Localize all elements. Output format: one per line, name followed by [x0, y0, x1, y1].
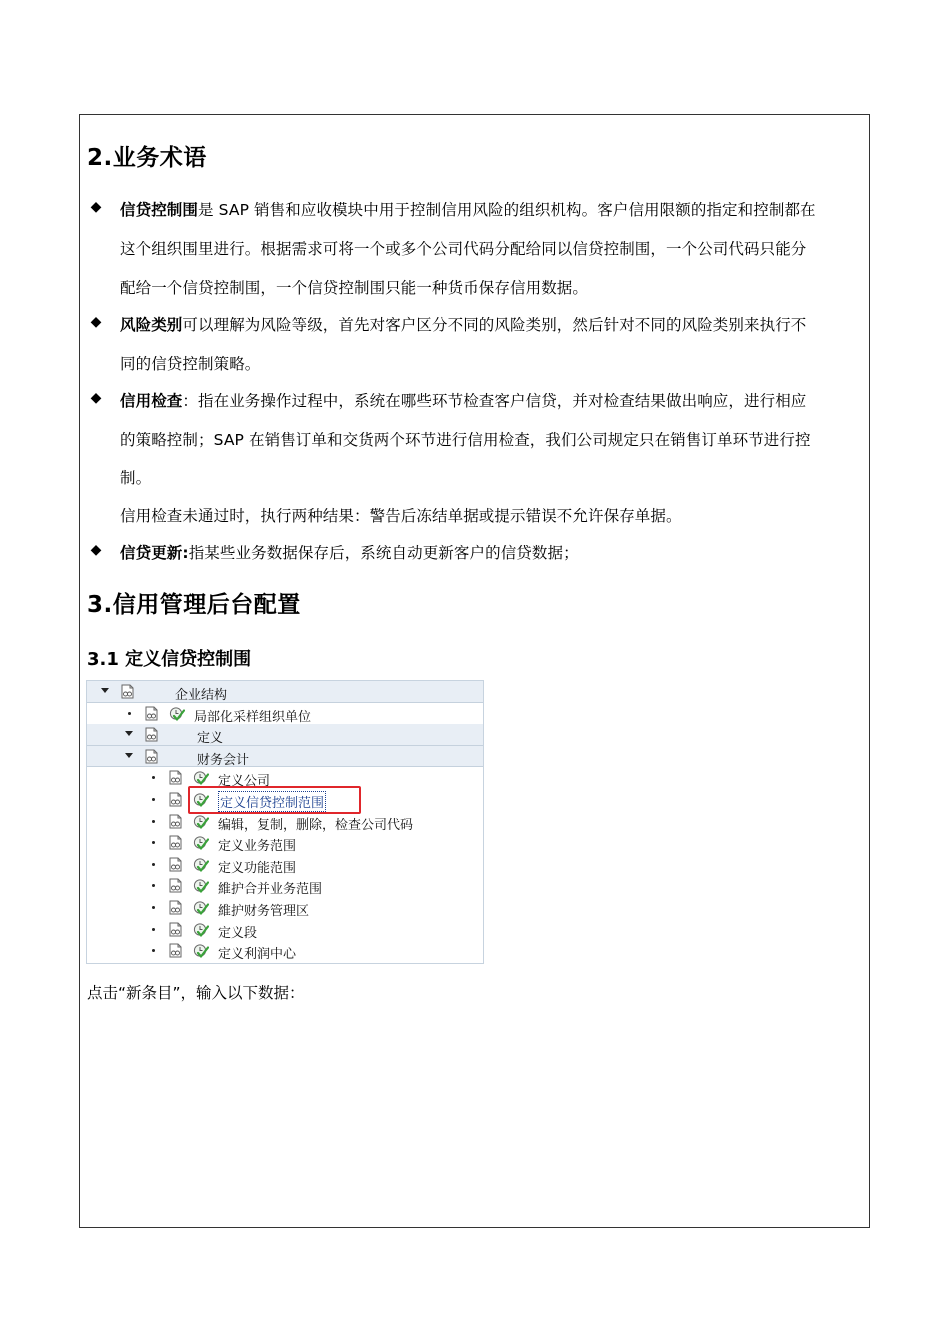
tree-row[interactable] [87, 703, 483, 725]
item1-line2: 这个组织围里进行。根据需求可将一个或多个公司代码分配给同以信贷控制围，一个公司代码只能分 [120, 240, 807, 258]
documentation-icon[interactable] [145, 749, 158, 764]
tree-item-label[interactable]: 定义功能范围 [218, 860, 297, 876]
item2-line2: 同的信贷控制策略。 [120, 355, 261, 373]
tree-row[interactable] [87, 897, 483, 919]
bullet-1: ◆ [90, 199, 102, 215]
tree-row[interactable] [87, 919, 483, 941]
bullet-dot-icon [152, 798, 155, 801]
tree-item-label[interactable]: 定义公司 [218, 774, 271, 790]
documentation-icon[interactable] [169, 922, 182, 937]
section2-heading: 2.业务术语 [87, 145, 207, 171]
item3-line3: 制。 [120, 469, 152, 487]
bullet-dot-icon [152, 906, 155, 909]
tree-row[interactable] [87, 940, 483, 962]
execute-icon[interactable] [193, 814, 209, 830]
execute-icon[interactable] [193, 900, 209, 916]
documentation-icon[interactable] [169, 943, 182, 958]
item3-term: 信用检查 [120, 392, 183, 410]
tree-row[interactable] [87, 746, 483, 768]
highlight-box [188, 786, 361, 814]
execute-icon[interactable] [193, 857, 209, 873]
documentation-icon[interactable] [169, 878, 182, 893]
bullet-dot-icon [152, 949, 155, 952]
tree-item-label[interactable]: 定义段 [218, 925, 258, 941]
bullet-dot-icon [152, 884, 155, 887]
tree-item-label[interactable]: 維护合并业务范围 [218, 882, 323, 898]
item3-text-1: ：指在业务操作过程中，系统在哪些环节检查客户信贷，并对检查结果做出响应，进行相应 [182, 392, 807, 410]
documentation-icon[interactable] [169, 857, 182, 872]
sap-img-tree [86, 680, 484, 964]
tree-item-label[interactable]: 定义业务范围 [218, 839, 297, 855]
tree-item-label[interactable]: 财务会计 [197, 752, 250, 768]
item4-term: 信贷更新: [120, 544, 189, 562]
tree-item-label[interactable]: 编辑，复制，删除，检查公司代码 [218, 817, 414, 833]
documentation-icon[interactable] [169, 792, 182, 807]
execute-icon[interactable] [193, 770, 209, 786]
bullet-4: ◆ [90, 542, 102, 558]
bullet-dot-icon [152, 776, 155, 779]
documentation-icon[interactable] [169, 814, 182, 829]
instruction-text: 点击“新条目”，输入以下数据： [87, 984, 305, 1002]
documentation-icon[interactable] [169, 900, 182, 915]
execute-icon[interactable] [169, 706, 185, 722]
bullet-3: ◆ [90, 390, 102, 406]
tree-item-label[interactable]: 局部化采样组织单位 [194, 709, 312, 725]
documentation-icon[interactable] [145, 727, 158, 742]
section3-1-heading: 3.1 定义信贷控制围 [87, 649, 252, 670]
tree-row[interactable] [87, 875, 483, 897]
item1-text-1: 是 SAP 销售和应收模块中用于控制信用风险的组织机构。客户信用限额的指定和控制都在 [198, 201, 816, 219]
tree-row[interactable] [87, 832, 483, 854]
bullet-dot-icon [152, 928, 155, 931]
execute-icon[interactable] [193, 835, 209, 851]
tree-item-label[interactable]: 維护财务管理区 [218, 904, 310, 919]
item4-text-1: 指某些业务数据保存后，系统自动更新客户的信贷数据； [188, 544, 579, 562]
bullet-dot-icon [152, 841, 155, 844]
execute-icon[interactable] [193, 943, 209, 959]
execute-icon[interactable] [193, 922, 209, 938]
bullet-2: ◆ [90, 314, 102, 330]
documentation-icon[interactable] [169, 835, 182, 850]
item2-term: 风险类别 [120, 316, 183, 334]
tree-item-label-selected[interactable]: 定义信贷控制范围 [218, 791, 326, 812]
item3-line1 [120, 389, 806, 411]
tree-item-label[interactable]: 定义 [197, 731, 224, 747]
tree-row[interactable] [87, 724, 483, 746]
expand-arrow-icon[interactable] [101, 688, 109, 693]
tree-item-label[interactable]: 企业结构 [175, 688, 228, 703]
expand-arrow-icon[interactable] [125, 753, 133, 758]
tree-row[interactable] [87, 854, 483, 876]
bullet-dot-icon [152, 820, 155, 823]
execute-icon[interactable] [193, 878, 209, 894]
bullet-dot-icon [128, 712, 131, 715]
documentation-icon[interactable] [121, 684, 134, 699]
bullet-dot-icon [152, 863, 155, 866]
item3-line2: 的策略控制；SAP 在销售订单和交货两个环节进行信用检查，我们公司规定只在销售订单环节进行控 [120, 431, 811, 449]
item1-line3: 配给一个信贷控制围，一个信贷控制围只能一种货币保存信用数据。 [120, 279, 589, 297]
section3-heading: 3.信用管理后台配置 [87, 592, 301, 618]
tree-item-label[interactable]: 定义利润中心 [218, 947, 297, 963]
item2-line1 [120, 313, 806, 335]
documentation-icon[interactable] [145, 706, 158, 721]
tree-row[interactable] [87, 681, 483, 703]
documentation-icon[interactable] [169, 770, 182, 785]
item1-line1 [120, 198, 816, 220]
item4-line1 [120, 541, 579, 563]
item2-text-1: 可以理解为风险等级，首先对客户区分不同的风险类别，然后针对不同的风险类别来执行不 [182, 316, 807, 334]
expand-arrow-icon[interactable] [125, 731, 133, 736]
item1-term: 信贷控制围 [120, 201, 199, 219]
item3-line4: 信用检查未通过时，执行两种结果：警告后冻结单据或提示错误不允许保存单据。 [120, 507, 682, 525]
